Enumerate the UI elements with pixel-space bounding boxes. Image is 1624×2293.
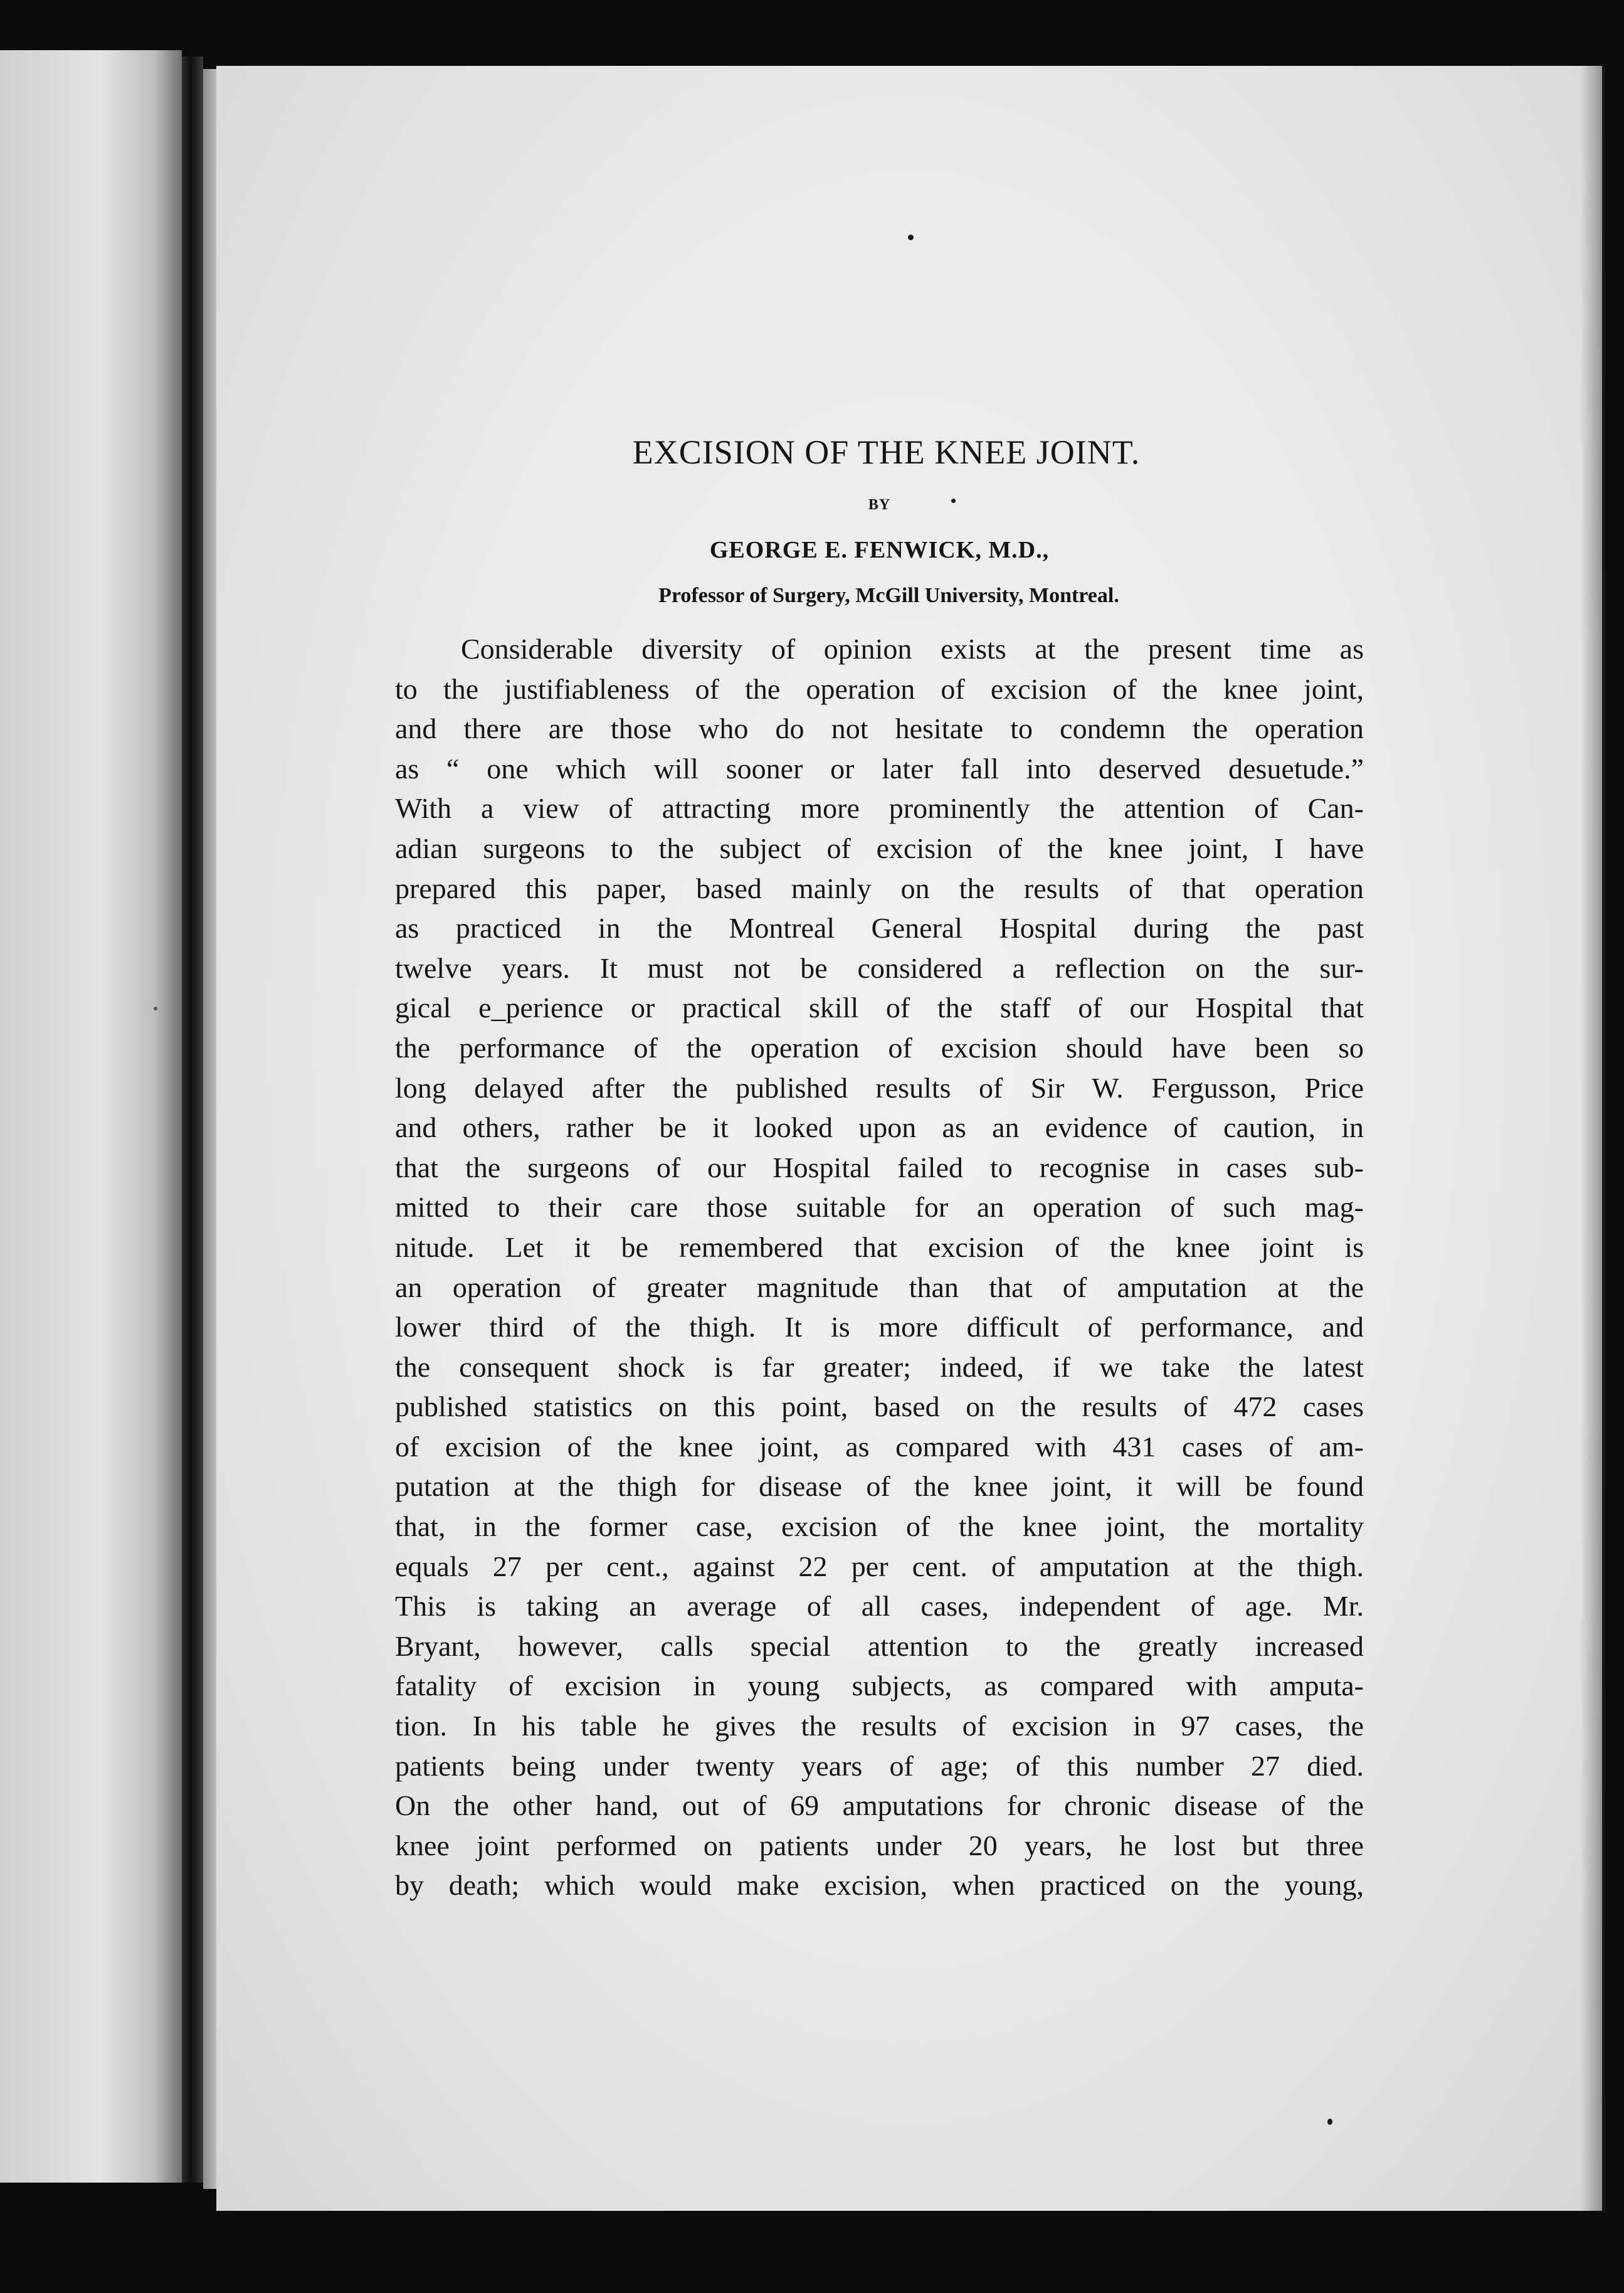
article-title: EXCISION OF THE KNEE JOINT. — [632, 433, 1141, 471]
body-line: that the surgeons of our Hospital failed to recognise in cases sub- — [395, 1151, 1364, 1184]
body-line: as practiced in the Montreal General Hospital during the past — [395, 912, 1364, 945]
body-line: tion. In his table he gives the results of excision in 97 cases, the — [395, 1710, 1364, 1742]
book-gutter — [182, 56, 203, 2183]
body-line: long delayed after the published results of Sir W. Fergusson, Price — [395, 1071, 1364, 1104]
body-line: as “ one which will sooner or later fall into deserved desuetude.” — [395, 752, 1364, 785]
body-line: published statistics on this point, based on the results of 472 cases — [395, 1390, 1364, 1423]
body-line: to the justifiableness of the operation of excision of the knee joint, — [395, 672, 1364, 705]
body-text — [395, 629, 1364, 1905]
body-line: lower third of the thigh. It is more difficult of performance, and — [395, 1311, 1364, 1343]
body-line: Considerable diversity of opinion exists at the present time as — [461, 633, 1364, 665]
body-line: gical e_perience or practical skill of the staff of our Hospital that — [395, 992, 1364, 1024]
body-line: nitude. Let it be remembered that excision of the knee joint is — [395, 1231, 1364, 1263]
left-facing-page — [0, 50, 182, 2183]
body-line: Bryant, however, calls special attention to the greatly increased — [395, 1629, 1364, 1662]
body-line: that, in the former case, excision of the knee joint, the mortality — [395, 1510, 1364, 1543]
body-line: twelve years. It must not be considered a reflection on the sur- — [395, 951, 1364, 984]
body-line: adian surgeons to the subject of excision of the knee joint, I have — [395, 832, 1364, 864]
body-line: of excision of the knee joint, as compared with 431 cases of am- — [395, 1430, 1364, 1463]
body-line: and others, rather be it looked upon as an evidence of caution, in — [395, 1111, 1364, 1144]
body-line: the consequent shock is far greater; indeed, if we take the latest — [395, 1350, 1364, 1383]
body-line: This is taking an average of all cases, independent of age. Mr. — [395, 1590, 1364, 1623]
body-line: knee joint performed on patients under 20 years, he lost but three — [395, 1829, 1364, 1861]
body-line: On the other hand, out of 69 amputations for chronic disease of the — [395, 1789, 1364, 1822]
body-line: equals 27 per cent., against 22 per cent. of amputation at the thigh. — [395, 1550, 1364, 1582]
byline: BY — [868, 497, 891, 513]
author-affiliation: Professor of Surgery, McGill University, Montreal. — [658, 584, 1119, 607]
author-name: GEORGE E. FENWICK, M.D., — [709, 537, 1050, 563]
body-line: patients being under twenty years of age; of this number 27 died. — [395, 1749, 1364, 1782]
ink-speck — [1327, 2119, 1332, 2125]
body-line: putation at the thigh for disease of the knee joint, it will be found — [395, 1470, 1364, 1503]
body-line: and there are those who do not hesitate to condemn the operation — [395, 712, 1364, 745]
body-line: the performance of the operation of excision should have been so — [395, 1031, 1364, 1064]
ink-speck — [908, 235, 914, 240]
body-line: With a view of attracting more prominently the attention of Can- — [395, 792, 1364, 825]
article — [395, 433, 1364, 1905]
body-line: mitted to their care those suitable for an operation of such mag- — [395, 1191, 1364, 1224]
body-line: fatality of excision in young subjects, as compared with amputa- — [395, 1670, 1364, 1702]
page-right-shadow — [1580, 66, 1605, 2211]
body-line: an operation of greater magnitude than that of amputation at the — [395, 1271, 1364, 1303]
body-line: by death; which would make excision, when practiced on the young, — [395, 1869, 1364, 1902]
body-line: prepared this paper, based mainly on the results of that operation — [395, 872, 1364, 904]
left-page-speck — [154, 1007, 157, 1010]
